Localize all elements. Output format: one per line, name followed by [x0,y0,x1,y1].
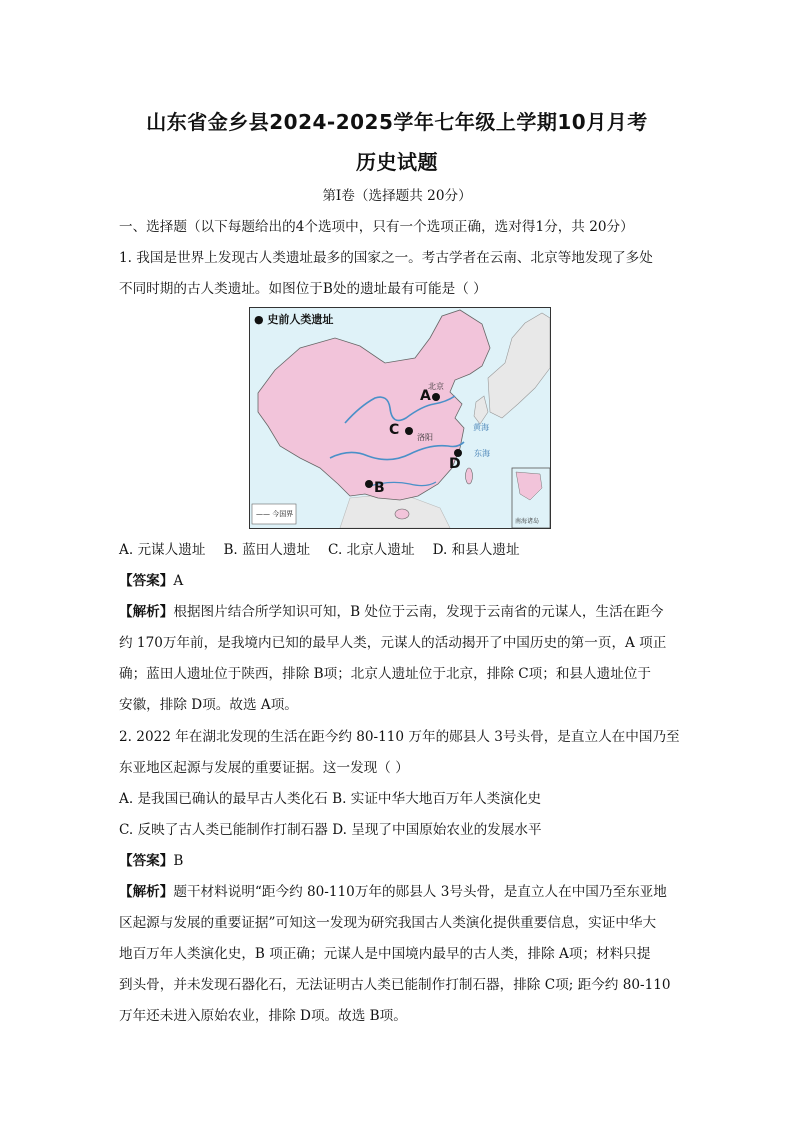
q1-analysis-label: 【解析】 [119,604,174,620]
q1-analysis-text1: 根据图片结合所学知识可知，B 处位于云南，发现于云南省的元谋人，生活在距今 [173,604,664,620]
site-b-label: B [374,480,385,496]
site-c-label: C [389,422,400,438]
q1-answer [119,571,679,591]
sea-nanhai-label: 南海诸岛 [515,518,540,525]
section-heading: 一、选择题（以下每题给出的4个选项中，只有一个选项正确，选对得1分，共 20分） [119,219,634,235]
q1-option-c: C. 北京人遗址 [328,542,415,558]
q2-analysis-label: 【解析】 [119,884,174,900]
map-svg [250,308,550,528]
q1-stem-line1: 1. 我国是世界上发现古人类遗址最多的国家之一。考古学者在云南、北京等地发现了多处 [119,250,653,266]
q2-analysis-line3: 地百万年人类演化史，B 项正确；元谋人是中国境内最早的古人类，排除 A项；材料只提 [119,946,651,962]
q1-option-a: A. 元谋人遗址 [119,542,206,558]
q1-options [119,540,679,560]
q2-analysis-line5: 万年还未进入原始农业，排除 D项。故选 B项。 [119,1008,407,1024]
q2-analysis-line2: 区起源与发展的重要证据”可知这一发现为研究我国古人类演化提供重要信息，实证中华大 [119,915,657,931]
site-a-label: A [420,388,431,404]
site-a-dot [432,393,440,401]
exam-title: 山东省金乡县2024-2025学年七年级上学期10月月考 [146,110,648,134]
q1-analysis-line3: 确；蓝田人遗址位于陕西，排除 B项；北京人遗址位于北京，排除 C项；和县人遗址位于 [119,666,651,682]
taiwan-island [466,468,473,484]
sea-donghai-label: 东海 [474,449,490,458]
site-b-dot [365,480,373,488]
q1-analysis-line1 [119,602,679,622]
neighbor-land [488,313,550,418]
exam-subject: 历史试题 [356,150,438,174]
q1-analysis-line4: 安徽，排除 D项。故选 A项。 [119,697,298,713]
q2-options-line2: C. 反映了古人类已能制作打制石器 D. 呈现了中国原始农业的发展水平 [119,822,542,838]
q2-stem-line1: 2. 2022 年在湖北发现的生活在距今约 80-110 万年的郧县人 3号头骨，是直立人在中国乃至 [119,729,680,745]
q1-option-b: B. 蓝田人遗址 [223,542,311,558]
volume-label: 第Ⅰ卷（选择题共 20分） [322,188,472,204]
hainan-island [395,509,409,519]
site-c-dot [405,427,413,435]
q1-answer-label: 【答案】 [119,573,174,589]
q2-stem-line2: 东亚地区起源与发展的重要证据。这一发现（ ） [119,760,409,776]
map-legend-title: ● 史前人类遗址 [254,313,334,326]
q2-analysis-line1 [119,882,679,902]
sea-huanghai-label: 黄海 [473,423,489,432]
city-luoyang-label: 洛阳 [417,433,433,442]
q1-answer-value: A [173,573,184,589]
q2-analysis-line4: 到头骨，并未发现石器化石，无法证明古人类已能制作打制石器，排除 C项; 距今约 80-110 [119,977,671,993]
q2-answer-value: B [173,853,184,869]
q2-answer [119,851,679,871]
prehistoric-sites-map [249,307,551,529]
q1-stem-line2: 不同时期的古人类遗址。如图位于B处的遗址最有可能是（ ） [119,281,487,297]
q1-option-d: D. 和县人遗址 [432,542,520,558]
map-border-legend: —— 今国界 [256,510,294,518]
site-d-label: D [449,456,461,472]
q2-options-line1: A. 是我国已确认的最早古人类化石 B. 实证中华大地百万年人类演化史 [119,791,542,807]
q1-analysis-line2: 约 170万年前，是我境内已知的最早人类，元谋人的活动揭开了中国历史的第一页，A 项正 [119,635,667,651]
q2-analysis-text1: 题干材料说明“距今约 80-110万年的郧县人 3号头骨，是直立人在中国乃至东亚地 [173,884,667,900]
city-beijing-label: 北京 [428,382,444,391]
q2-answer-label: 【答案】 [119,853,174,869]
korea-land [474,396,488,424]
